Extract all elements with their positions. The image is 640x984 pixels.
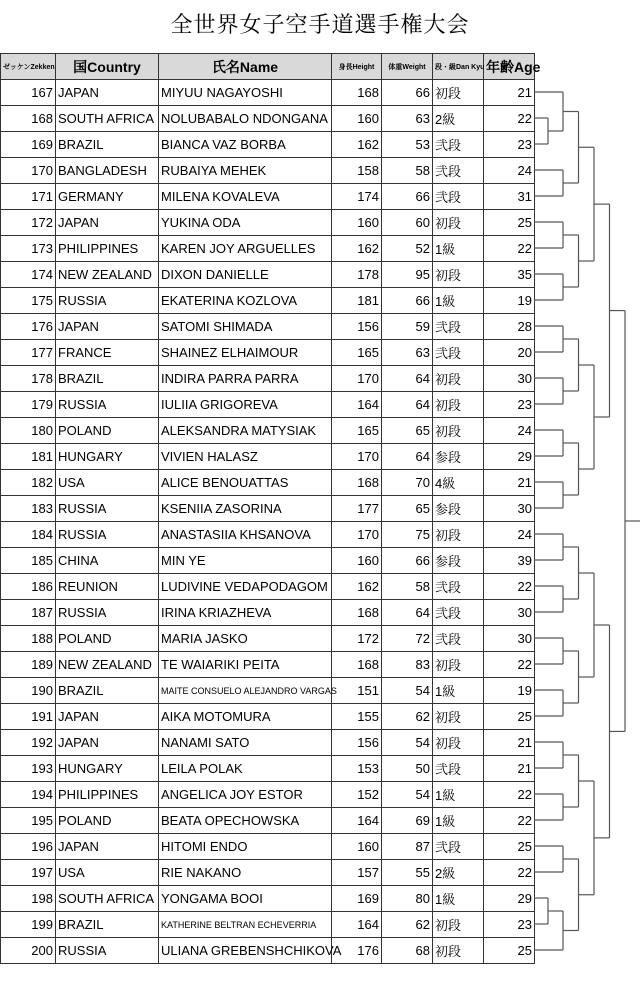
cell-zekken: 186 xyxy=(1,574,56,600)
cell-country: POLAND xyxy=(56,418,159,444)
cell-country: RUSSIA xyxy=(56,496,159,522)
cell-weight: 80 xyxy=(382,886,433,912)
cell-weight: 83 xyxy=(382,652,433,678)
cell-age: 24 xyxy=(484,522,535,548)
cell-name: INDIRA PARRA PARRA xyxy=(159,366,332,392)
cell-country: USA xyxy=(56,860,159,886)
cell-age: 22 xyxy=(484,652,535,678)
cell-name: BIANCA VAZ BORBA xyxy=(159,132,332,158)
cell-zekken: 199 xyxy=(1,912,56,938)
cell-height: 168 xyxy=(332,652,382,678)
cell-age: 22 xyxy=(484,782,535,808)
cell-zekken: 175 xyxy=(1,288,56,314)
header-name: 氏名Name xyxy=(159,54,332,80)
cell-height: 172 xyxy=(332,626,382,652)
page-title: 全世界女子空手道選手権大会 xyxy=(170,13,470,38)
cell-zekken: 183 xyxy=(1,496,56,522)
cell-dan: 1級 xyxy=(433,808,484,834)
cell-weight: 54 xyxy=(382,730,433,756)
cell-age: 25 xyxy=(484,210,535,236)
cell-dan: 弐段 xyxy=(433,574,484,600)
cell-country: JAPAN xyxy=(56,834,159,860)
cell-height: 160 xyxy=(332,834,382,860)
cell-dan: 2級 xyxy=(433,860,484,886)
cell-weight: 64 xyxy=(382,392,433,418)
cell-weight: 68 xyxy=(382,938,433,964)
cell-dan: 初段 xyxy=(433,418,484,444)
cell-zekken: 182 xyxy=(1,470,56,496)
cell-name: YUKINA ODA xyxy=(159,210,332,236)
cell-name: LEILA POLAK xyxy=(159,756,332,782)
cell-dan: 1級 xyxy=(433,236,484,262)
cell-country: HUNGARY xyxy=(56,756,159,782)
cell-country: BRAZIL xyxy=(56,132,159,158)
cell-zekken: 195 xyxy=(1,808,56,834)
cell-dan: 弐段 xyxy=(433,600,484,626)
cell-age: 23 xyxy=(484,392,535,418)
cell-zekken: 170 xyxy=(1,158,56,184)
cell-weight: 63 xyxy=(382,106,433,132)
cell-weight: 58 xyxy=(382,158,433,184)
cell-dan: 弐段 xyxy=(433,184,484,210)
cell-country: CHINA xyxy=(56,548,159,574)
cell-name: MARIA JASKO xyxy=(159,626,332,652)
cell-country: BANGLADESH xyxy=(56,158,159,184)
cell-dan: 弐段 xyxy=(433,756,484,782)
cell-weight: 66 xyxy=(382,548,433,574)
cell-dan: 初段 xyxy=(433,652,484,678)
cell-country: RUSSIA xyxy=(56,392,159,418)
cell-dan: 弐段 xyxy=(433,314,484,340)
cell-weight: 87 xyxy=(382,834,433,860)
cell-country: USA xyxy=(56,470,159,496)
cell-age: 22 xyxy=(484,574,535,600)
cell-age: 39 xyxy=(484,548,535,574)
cell-weight: 72 xyxy=(382,626,433,652)
cell-name: ALICE BENOUATTAS xyxy=(159,470,332,496)
cell-zekken: 198 xyxy=(1,886,56,912)
cell-weight: 55 xyxy=(382,860,433,886)
cell-name: MILENA KOVALEVA xyxy=(159,184,332,210)
cell-age: 24 xyxy=(484,158,535,184)
cell-name: NANAMI SATO xyxy=(159,730,332,756)
cell-age: 23 xyxy=(484,132,535,158)
cell-height: 164 xyxy=(332,912,382,938)
cell-height: 170 xyxy=(332,444,382,470)
cell-country: HUNGARY xyxy=(56,444,159,470)
cell-dan: 初段 xyxy=(433,938,484,964)
cell-weight: 54 xyxy=(382,782,433,808)
cell-dan: 参段 xyxy=(433,548,484,574)
cell-weight: 58 xyxy=(382,574,433,600)
cell-dan: 初段 xyxy=(433,80,484,106)
cell-zekken: 171 xyxy=(1,184,56,210)
cell-weight: 66 xyxy=(382,184,433,210)
cell-height: 160 xyxy=(332,106,382,132)
cell-name: KSENIIA ZASORINA xyxy=(159,496,332,522)
cell-country: RUSSIA xyxy=(56,938,159,964)
cell-dan: 初段 xyxy=(433,210,484,236)
cell-country: NEW ZEALAND xyxy=(56,652,159,678)
cell-height: 164 xyxy=(332,808,382,834)
cell-age: 19 xyxy=(484,678,535,704)
cell-weight: 63 xyxy=(382,340,433,366)
cell-age: 21 xyxy=(484,80,535,106)
cell-age: 31 xyxy=(484,184,535,210)
cell-age: 19 xyxy=(484,288,535,314)
cell-name: KATHERINE BELTRAN ECHEVERRIA xyxy=(159,912,332,938)
cell-country: RUSSIA xyxy=(56,522,159,548)
cell-name: DIXON DANIELLE xyxy=(159,262,332,288)
cell-country: JAPAN xyxy=(56,704,159,730)
cell-zekken: 193 xyxy=(1,756,56,782)
cell-country: JAPAN xyxy=(56,730,159,756)
cell-country: REUNION xyxy=(56,574,159,600)
cell-weight: 65 xyxy=(382,418,433,444)
cell-height: 170 xyxy=(332,522,382,548)
cell-dan: 初段 xyxy=(433,392,484,418)
cell-zekken: 188 xyxy=(1,626,56,652)
cell-country: PHILIPPINES xyxy=(56,782,159,808)
cell-weight: 69 xyxy=(382,808,433,834)
cell-height: 156 xyxy=(332,314,382,340)
cell-dan: 初段 xyxy=(433,262,484,288)
cell-height: 177 xyxy=(332,496,382,522)
cell-zekken: 194 xyxy=(1,782,56,808)
cell-country: JAPAN xyxy=(56,314,159,340)
cell-height: 162 xyxy=(332,236,382,262)
cell-zekken: 167 xyxy=(1,80,56,106)
cell-weight: 66 xyxy=(382,80,433,106)
cell-name: VIVIEN HALASZ xyxy=(159,444,332,470)
cell-zekken: 180 xyxy=(1,418,56,444)
cell-height: 152 xyxy=(332,782,382,808)
cell-zekken: 200 xyxy=(1,938,56,964)
cell-height: 160 xyxy=(332,210,382,236)
cell-name: SATOMI SHIMADA xyxy=(159,314,332,340)
cell-height: 169 xyxy=(332,886,382,912)
cell-height: 176 xyxy=(332,938,382,964)
cell-age: 23 xyxy=(484,912,535,938)
cell-country: FRANCE xyxy=(56,340,159,366)
cell-dan: 4級 xyxy=(433,470,484,496)
cell-age: 21 xyxy=(484,756,535,782)
cell-age: 22 xyxy=(484,236,535,262)
cell-country: POLAND xyxy=(56,808,159,834)
header-country: 国Country xyxy=(56,54,159,80)
cell-country: BRAZIL xyxy=(56,366,159,392)
cell-height: 168 xyxy=(332,80,382,106)
cell-dan: 弐段 xyxy=(433,626,484,652)
cell-name: MIYUU NAGAYOSHI xyxy=(159,80,332,106)
cell-name: IRINA KRIAZHEVA xyxy=(159,600,332,626)
cell-weight: 54 xyxy=(382,678,433,704)
cell-age: 30 xyxy=(484,600,535,626)
cell-weight: 53 xyxy=(382,132,433,158)
cell-zekken: 187 xyxy=(1,600,56,626)
cell-weight: 60 xyxy=(382,210,433,236)
cell-zekken: 168 xyxy=(1,106,56,132)
cell-height: 155 xyxy=(332,704,382,730)
cell-weight: 64 xyxy=(382,366,433,392)
cell-zekken: 181 xyxy=(1,444,56,470)
cell-country: SOUTH AFRICA xyxy=(56,106,159,132)
cell-name: EKATERINA KOZLOVA xyxy=(159,288,332,314)
cell-name: RIE NAKANO xyxy=(159,860,332,886)
cell-height: 165 xyxy=(332,418,382,444)
cell-zekken: 196 xyxy=(1,834,56,860)
cell-zekken: 184 xyxy=(1,522,56,548)
cell-dan: 初段 xyxy=(433,366,484,392)
cell-height: 168 xyxy=(332,600,382,626)
cell-zekken: 178 xyxy=(1,366,56,392)
cell-weight: 62 xyxy=(382,704,433,730)
cell-age: 25 xyxy=(484,704,535,730)
cell-age: 20 xyxy=(484,340,535,366)
cell-country: NEW ZEALAND xyxy=(56,262,159,288)
cell-name: AIKA MOTOMURA xyxy=(159,704,332,730)
cell-height: 164 xyxy=(332,392,382,418)
cell-zekken: 197 xyxy=(1,860,56,886)
cell-country: JAPAN xyxy=(56,210,159,236)
cell-dan: 弐段 xyxy=(433,834,484,860)
cell-height: 160 xyxy=(332,548,382,574)
cell-zekken: 192 xyxy=(1,730,56,756)
cell-name: RUBAIYA MEHEK xyxy=(159,158,332,184)
cell-country: POLAND xyxy=(56,626,159,652)
cell-name: TE WAIARIKI PEITA xyxy=(159,652,332,678)
cell-weight: 64 xyxy=(382,444,433,470)
cell-height: 157 xyxy=(332,860,382,886)
cell-dan: 初段 xyxy=(433,730,484,756)
cell-age: 22 xyxy=(484,808,535,834)
cell-age: 30 xyxy=(484,496,535,522)
cell-height: 162 xyxy=(332,574,382,600)
cell-age: 25 xyxy=(484,834,535,860)
cell-weight: 64 xyxy=(382,600,433,626)
cell-name: ULIANA GREBENSHCHIKOVA xyxy=(159,938,332,964)
cell-age: 25 xyxy=(484,938,535,964)
cell-dan: 初段 xyxy=(433,704,484,730)
header-dan: 段・級Dan Kyu xyxy=(433,54,484,80)
cell-weight: 52 xyxy=(382,236,433,262)
cell-height: 174 xyxy=(332,184,382,210)
cell-dan: 2級 xyxy=(433,106,484,132)
cell-country: RUSSIA xyxy=(56,600,159,626)
cell-zekken: 179 xyxy=(1,392,56,418)
cell-name: ANASTASIIA KHSANOVA xyxy=(159,522,332,548)
cell-dan: 弐段 xyxy=(433,340,484,366)
cell-height: 156 xyxy=(332,730,382,756)
header-height: 身長Height xyxy=(332,54,382,80)
cell-name: BEATA OPECHOWSKA xyxy=(159,808,332,834)
cell-weight: 66 xyxy=(382,288,433,314)
cell-age: 30 xyxy=(484,366,535,392)
cell-name: MAITE CONSUELO ALEJANDRO VARGAS xyxy=(159,678,332,704)
cell-dan: 1級 xyxy=(433,782,484,808)
cell-weight: 59 xyxy=(382,314,433,340)
cell-dan: 参段 xyxy=(433,444,484,470)
cell-dan: 弐段 xyxy=(433,132,484,158)
cell-name: ANGELICA JOY ESTOR xyxy=(159,782,332,808)
cell-zekken: 172 xyxy=(1,210,56,236)
cell-zekken: 174 xyxy=(1,262,56,288)
cell-zekken: 173 xyxy=(1,236,56,262)
cell-weight: 95 xyxy=(382,262,433,288)
cell-age: 24 xyxy=(484,418,535,444)
cell-weight: 50 xyxy=(382,756,433,782)
cell-zekken: 190 xyxy=(1,678,56,704)
cell-weight: 65 xyxy=(382,496,433,522)
cell-height: 151 xyxy=(332,678,382,704)
cell-zekken: 191 xyxy=(1,704,56,730)
cell-height: 181 xyxy=(332,288,382,314)
cell-country: RUSSIA xyxy=(56,288,159,314)
cell-age: 22 xyxy=(484,860,535,886)
header-zekken: ゼッケンZekken xyxy=(1,54,56,80)
cell-name: NOLUBABALO NDONGANA xyxy=(159,106,332,132)
cell-age: 22 xyxy=(484,106,535,132)
cell-dan: 1級 xyxy=(433,886,484,912)
cell-age: 29 xyxy=(484,886,535,912)
cell-name: HITOMI ENDO xyxy=(159,834,332,860)
cell-name: IULIIA GRIGOREVA xyxy=(159,392,332,418)
cell-age: 35 xyxy=(484,262,535,288)
cell-height: 168 xyxy=(332,470,382,496)
cell-zekken: 189 xyxy=(1,652,56,678)
cell-name: SHAINEZ ELHAIMOUR xyxy=(159,340,332,366)
cell-dan: 初段 xyxy=(433,912,484,938)
cell-dan: 初段 xyxy=(433,522,484,548)
cell-height: 158 xyxy=(332,158,382,184)
cell-age: 29 xyxy=(484,444,535,470)
cell-country: GERMANY xyxy=(56,184,159,210)
cell-age: 21 xyxy=(484,470,535,496)
cell-country: BRAZIL xyxy=(56,912,159,938)
cell-height: 170 xyxy=(332,366,382,392)
cell-zekken: 177 xyxy=(1,340,56,366)
cell-weight: 75 xyxy=(382,522,433,548)
cell-name: KAREN JOY ARGUELLES xyxy=(159,236,332,262)
cell-height: 153 xyxy=(332,756,382,782)
cell-name: LUDIVINE VEDAPODAGOM xyxy=(159,574,332,600)
cell-zekken: 176 xyxy=(1,314,56,340)
cell-height: 165 xyxy=(332,340,382,366)
cell-height: 162 xyxy=(332,132,382,158)
cell-dan: 1級 xyxy=(433,288,484,314)
cell-country: SOUTH AFRICA xyxy=(56,886,159,912)
cell-name: ALEKSANDRA MATYSIAK xyxy=(159,418,332,444)
cell-height: 178 xyxy=(332,262,382,288)
cell-dan: 弐段 xyxy=(433,158,484,184)
cell-weight: 70 xyxy=(382,470,433,496)
cell-weight: 62 xyxy=(382,912,433,938)
header-age: 年齢Age xyxy=(484,54,535,80)
cell-name: MIN YE xyxy=(159,548,332,574)
cell-age: 21 xyxy=(484,730,535,756)
cell-country: JAPAN xyxy=(56,80,159,106)
cell-age: 28 xyxy=(484,314,535,340)
cell-name: YONGAMA BOOI xyxy=(159,886,332,912)
cell-country: PHILIPPINES xyxy=(56,236,159,262)
cell-zekken: 185 xyxy=(1,548,56,574)
cell-zekken: 169 xyxy=(1,132,56,158)
cell-age: 30 xyxy=(484,626,535,652)
header-weight: 体重Weight xyxy=(382,54,433,80)
cell-dan: 参段 xyxy=(433,496,484,522)
cell-dan: 1級 xyxy=(433,678,484,704)
cell-country: BRAZIL xyxy=(56,678,159,704)
